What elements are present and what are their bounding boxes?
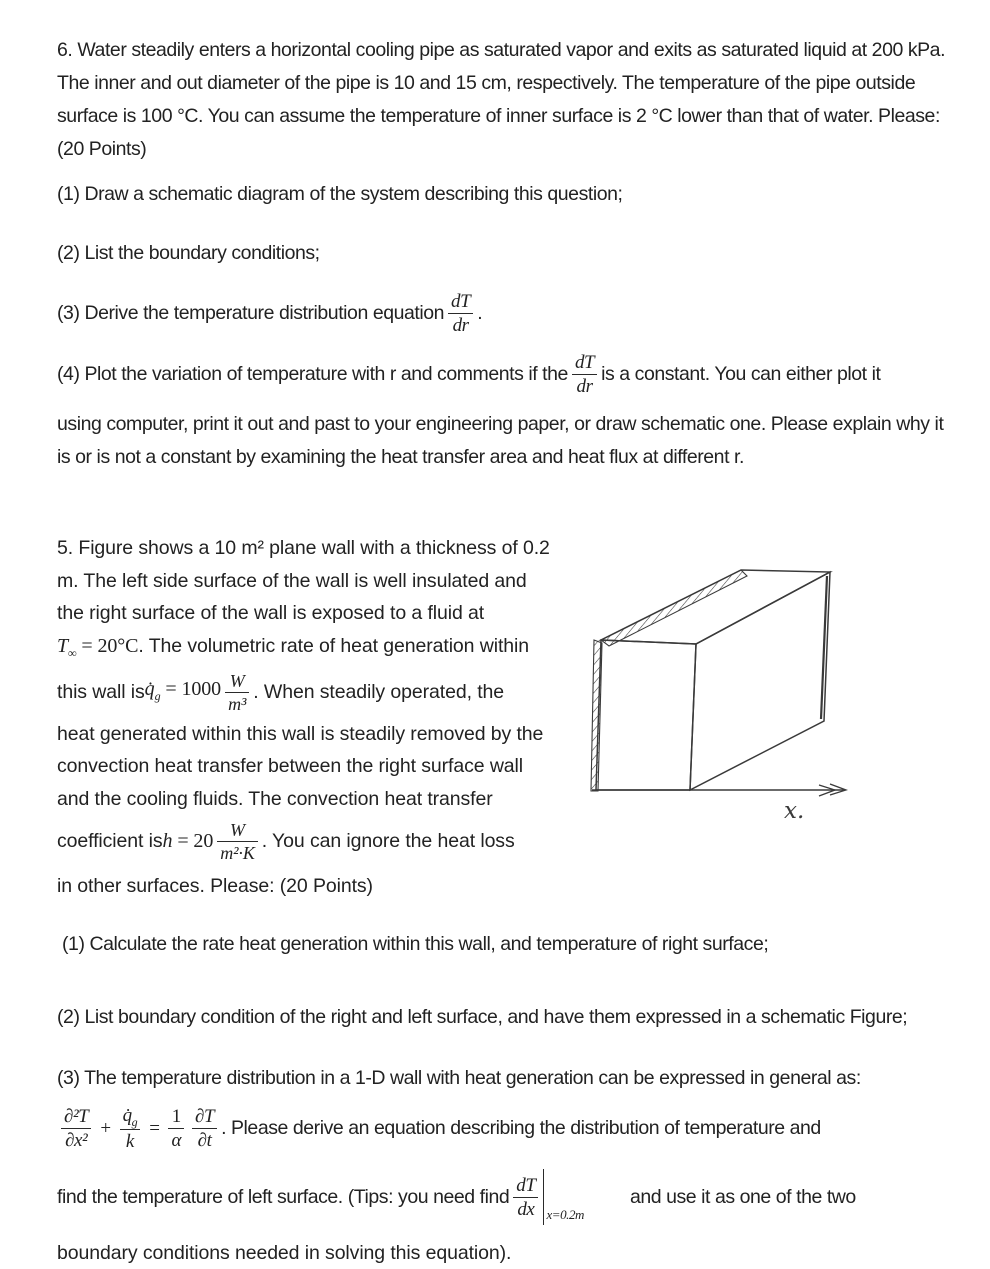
fraction-numerator: ∂²T (64, 1106, 89, 1127)
q5-line-qg (57, 667, 560, 718)
plus-sign: + (100, 1117, 111, 1139)
q5-tips-text: find the temperature of left surface. (Tips: you need find (57, 1185, 510, 1208)
q5-line-text: . When steadily operated, the (253, 681, 505, 703)
wall-front-face (596, 640, 696, 790)
x-axis-label: x. (784, 798, 805, 824)
dTdx-evaluated-at-x02 (509, 1175, 584, 1222)
fraction-numerator: dT (574, 352, 595, 373)
q6-item-3-text: (3) Derive the temperature distribution equation (57, 301, 445, 324)
q6-item-4-text: (4) Plot the variation of temperature with r and comments if the (57, 362, 568, 385)
insulation-hatch-top (601, 570, 747, 646)
q5-line: in other surfaces. Please: (20 Points) (57, 875, 373, 897)
q5-last-line: boundary conditions needed in solving this equation). (57, 1242, 512, 1264)
q5-line: convection heat transfer between the right surface wall (57, 755, 524, 777)
fraction-denominator: k (125, 1131, 134, 1153)
fraction-numerator: W (230, 819, 245, 840)
q6-item-1: (1) Draw a schematic diagram of the system describing this question; (57, 183, 623, 205)
question-5-statement (57, 532, 560, 902)
q5-line-h (57, 815, 560, 866)
q6-item-3-period: . (477, 301, 483, 324)
wall-right-face (690, 572, 830, 790)
fraction-denominator: dr (452, 315, 469, 336)
dT-dt-fraction (192, 1106, 217, 1150)
fraction-numerator: W (229, 671, 245, 691)
evaluation-condition: x=0.2m (546, 1207, 584, 1222)
fraction-numerator: dT (451, 291, 471, 312)
fraction-denominator: m²·K (220, 842, 255, 863)
h-math: h = 20 (162, 829, 214, 852)
qg-math: $q̇_g = 1000$ (144, 677, 222, 703)
q6-item-4 (57, 344, 962, 404)
q6-item-3 (57, 284, 962, 342)
q5-line-text: coefficient is (57, 829, 163, 852)
q5-item-1: (1) Calculate the rate heat generation within this wall, and temperature of right surface; (62, 933, 769, 955)
W-per-m2K-fraction (217, 820, 258, 862)
evaluation-bar (543, 1169, 544, 1225)
question-5 (57, 532, 962, 1269)
q5-line: the right surface of the wall is exposed to a fluid at (57, 602, 485, 624)
one-over-alpha-fraction (168, 1106, 184, 1150)
fraction-numerator: 1 (171, 1106, 181, 1127)
fraction-denominator: m³ (228, 694, 247, 714)
q5-tips-line (57, 1165, 962, 1229)
q5-tips-text-cont: and use it as one of the two (629, 1185, 856, 1208)
question-6 (57, 34, 962, 474)
fraction-numerator: ∂T (195, 1106, 215, 1127)
q5-line: and the cooling fluids. The convection heat transfer (57, 787, 493, 810)
q5-line-text: . The volumetric rate of heat generation within (138, 634, 529, 657)
q5-line-text: this wall is (57, 681, 145, 703)
q5-line-T-infinity (57, 630, 560, 667)
fraction-numerator: dT (516, 1175, 536, 1196)
fraction-denominator: dr (576, 376, 593, 397)
q5-item-2: (2) List boundary condition of the right and left surface, and have them expressed in a schematic Figure; (57, 1006, 908, 1028)
fraction-numerator: q̇ (122, 1104, 132, 1126)
equals-sign: = (149, 1117, 160, 1139)
fraction-denominator: ∂x² (65, 1130, 88, 1151)
fraction-denominator: ∂t (197, 1130, 212, 1151)
question-6-statement: 6. Water steadily enters a horizontal cooling pipe as saturated vapor and exits as saturated liquid at 200 kPa. The inner and out diameter of the pipe is 10 and 15 cm, respectively. The temperature of the pipe outside surface is 100 °C. You can assume the temperature of inner surface is 2 °C lower than that of water. Please: (20 Points) (57, 39, 946, 160)
W-per-m3-fraction (225, 671, 249, 713)
wall-right-edge (821, 576, 827, 719)
subscript-g: g (131, 1114, 138, 1129)
T-infinity-math: $T_\infty = 20^\circ C$ (57, 634, 139, 660)
q5-line: m. The left side surface of the wall is well insulated and (57, 569, 527, 592)
q5-item-3: (3) The temperature distribution in a 1-D wall with heat generation can be expressed in general as: (57, 1067, 861, 1089)
q5-line: heat generated within this wall is steadily removed by the (57, 722, 544, 745)
fraction-denominator: α (171, 1130, 181, 1151)
d2T-dx2-fraction (61, 1106, 91, 1150)
q6-item-4-text-cont: is a constant. You can either plot it (601, 362, 881, 385)
dT-dr-fraction (572, 352, 597, 396)
q5-text-and-figure (57, 532, 962, 902)
q6-item-2: (2) List the boundary conditions; (57, 242, 320, 264)
q5-line-text: . You can ignore the heat loss (261, 829, 515, 852)
q5-equation-text: . Please derive an equation describing the distribution of temperature and (221, 1116, 821, 1139)
dT-dx-fraction (513, 1175, 538, 1219)
wall-figure (556, 532, 906, 852)
q5-line: 5. Figure shows a 10 m² plane wall with a thickness of 0.2 (57, 537, 550, 559)
q5-governing-equation (57, 1097, 962, 1159)
q6-item-4-continuation: using computer, print it out and past to your engineering paper, or draw schematic one. Please explain why it is or is not a constant by examining the heat transfer area and heat flux at different r. (57, 413, 944, 468)
dT-dr-fraction (448, 291, 473, 335)
qg-over-k-fraction (120, 1105, 141, 1152)
fraction-denominator: dx (517, 1199, 535, 1220)
